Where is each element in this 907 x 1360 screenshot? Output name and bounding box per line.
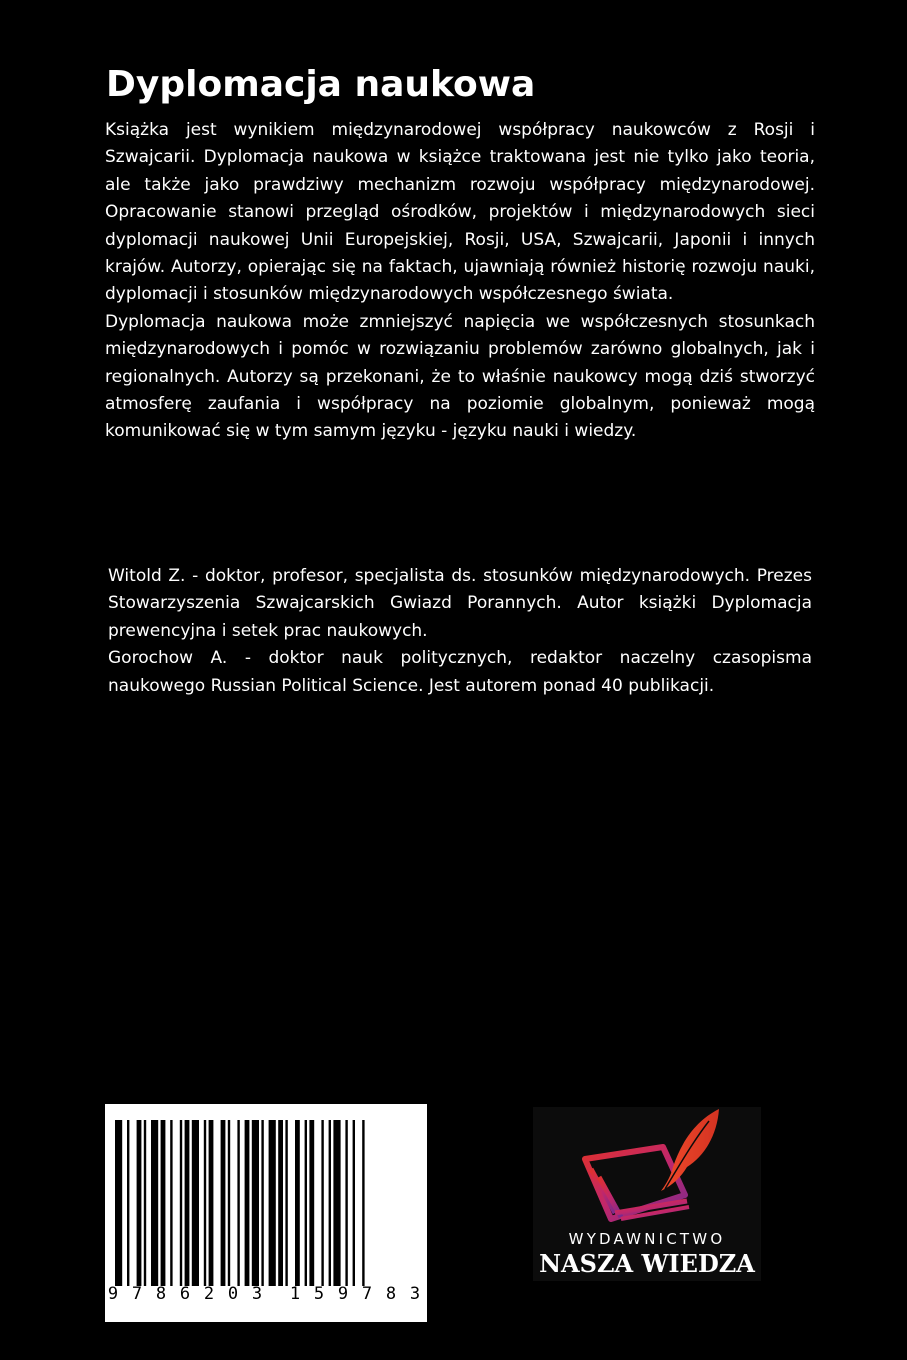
barcode-bar <box>329 1120 331 1286</box>
barcode-bar <box>321 1120 323 1286</box>
barcode-digit: 1 <box>289 1284 301 1304</box>
barcode-bar <box>151 1120 158 1286</box>
barcode-digit: 8 <box>155 1284 167 1304</box>
barcode-bar <box>137 1120 142 1286</box>
barcode-bar <box>180 1120 182 1286</box>
barcode-bar <box>185 1120 190 1286</box>
barcode-digit: 6 <box>179 1284 191 1304</box>
barcode-digit: 3 <box>251 1284 263 1304</box>
book-quill-icon <box>533 1107 761 1227</box>
author-bio-1: Witold Z. - doktor, profesor, specjalista ds. stosunków międzynarodowych. Prezes Stowarzyszenia Szwajcarskich Gwiazd Porannych. Autor książki Dyplomacja prewencyjna i setek prac naukowych. <box>108 566 812 641</box>
barcode-digit: 0 <box>227 1284 239 1304</box>
barcode-bar <box>161 1120 166 1286</box>
barcode-bar <box>261 1120 263 1286</box>
barcode-bar <box>144 1120 146 1286</box>
barcode-bar <box>333 1120 340 1286</box>
barcode-digit: 7 <box>361 1284 373 1304</box>
barcode-bar <box>305 1120 307 1286</box>
barcode-bar <box>245 1120 250 1286</box>
book-title: Dyplomacja naukowa <box>106 64 536 105</box>
barcode-digit: 7 <box>131 1284 143 1304</box>
barcode-bar <box>115 1120 122 1286</box>
barcode-digit: 9 <box>337 1284 349 1304</box>
barcode-bar <box>221 1120 226 1286</box>
barcode-digit: 3 <box>409 1284 421 1304</box>
barcode-bar <box>295 1120 300 1286</box>
barcode-bar <box>170 1120 172 1286</box>
barcode-bar <box>269 1120 276 1286</box>
barcode-bar <box>345 1120 347 1286</box>
barcode-bar <box>209 1120 214 1286</box>
publisher-logo <box>533 1107 761 1281</box>
description-paragraph-1: Książka jest wynikiem międzynarodowej współpracy naukowców z Rosji i Szwajcarii. Dyplomacja naukowa w książce traktowana jest nie tylko jako teoria, ale także jako prawdziwy mechanizm rozwoju współpracy międzynarodowej. Opracowanie stanowi przegląd ośrodków, projektów i międzynarodowych sieci dyplomacji naukowej Unii Europejskiej, Rosji, USA, Szwajcarii, Japonii i innych krajów. Autorzy, opierając się na faktach, ujawniają również historię rozwoju nauki, dyplomacji i stosunków międzynarodowych współczesnego świata. <box>105 120 815 305</box>
barcode-bar <box>237 1120 239 1286</box>
barcode-bar <box>252 1120 259 1286</box>
publisher-name: NASZA WIEDZA <box>539 1249 755 1278</box>
publisher-label: WYDAWNICTWO <box>568 1230 726 1248</box>
barcode-bar <box>362 1120 364 1286</box>
barcode-bar <box>309 1120 314 1286</box>
barcode-digit: 5 <box>313 1284 325 1304</box>
barcode-bar <box>285 1120 287 1286</box>
barcode-bar <box>228 1120 230 1286</box>
barcode-bar <box>204 1120 206 1286</box>
barcode-bar <box>127 1120 129 1286</box>
barcode-digit: 2 <box>203 1284 215 1304</box>
description-paragraph-2: Dyplomacja naukowa może zmniejszyć napięcia we współczesnych stosunkach międzynarodowych i pomóc w rozwiązaniu problemów zarówno globalnych, jak i regionalnych. Autorzy są przekonani, że to właśnie naukowcy mogą dziś stworzyć atmosferę zaufania i współpracy na poziomie globalnym, ponieważ mogą komunikować się w tym samym języku - języku nauki i wiedzy. <box>105 311 815 442</box>
barcode-bar <box>278 1120 283 1286</box>
barcode-bar <box>192 1120 199 1286</box>
barcode-bar <box>353 1120 355 1286</box>
barcode-digit: 9 <box>107 1284 119 1304</box>
author-bio-2: Gorochow A. - doktor nauk politycznych, redaktor naczelny czasopisma naukowego Russian Political Science. Jest autorem ponad 40 publikacji. <box>108 648 812 696</box>
book-description <box>105 117 815 446</box>
author-bios <box>108 563 812 700</box>
barcode-digit: 8 <box>385 1284 397 1304</box>
